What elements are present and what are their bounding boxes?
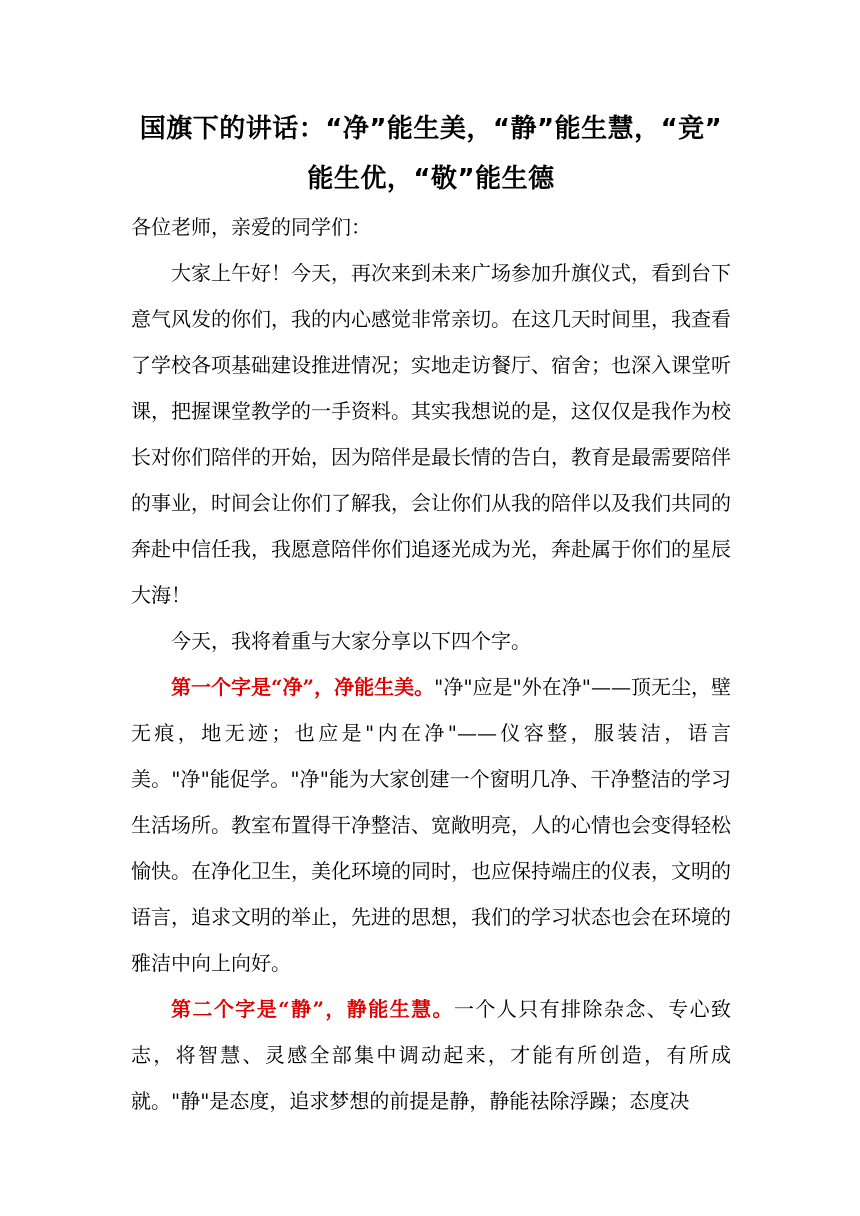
paragraph-greeting — [131, 250, 731, 618]
salutation: 各位老师，亲爱的同学们： — [131, 215, 371, 239]
paragraph-text: "净"应是"外在净"——顶无尘，壁无痕，地无迹；也应是"内在净"——仪容整，服装洁，语言美。"净"能促学。"净"能为大家创建一个窗明几净、干净整洁的学习生活场所。教室布置得干净整洁、宽敞明亮，人的心情也会变得轻松愉快。在净化卫生，美化环境的同时，也应保持端庄的仪表，文明的语言，追求文明的举止，先进的思想，我们的学习状态也会在环境的雅洁中向上向好。 — [131, 675, 731, 975]
document-title — [131, 104, 731, 204]
paragraph-intro — [131, 618, 731, 664]
paragraph-text: 一个人只有排除杂念、专心致志，将智慧、灵感全部集中调动起来，才能有所创造，有所成就。"静"是态度，追求梦想的前提是静，静能祛除浮躁；态度决 — [131, 997, 732, 1113]
document-body — [131, 104, 731, 1124]
paragraph-text: 今天，我将着重与大家分享以下四个字。 — [171, 629, 531, 653]
section-heading-second: 第二个字是“静”，静能生慧。 — [171, 997, 454, 1021]
paragraph-text: 大家上午好！今天，再次来到未来广场参加升旗仪式，看到台下意气风发的你们，我的内心感觉非常亲切。在这几天时间里，我查看了学校各项基础建设推进情况；实地走访餐厅、宿舍；也深入课堂听课，把握课堂教学的一手资料。其实我想说的是，这仅仅是我作为校长对你们陪伴的开始，因为陪伴是最长情的告白，教育是最需要陪伴的事业，时间会让你们了解我，会让你们从我的陪伴以及我们共同的奔赴中信任我，我愿意陪伴你们追逐光成为光，奔赴属于你们的星辰大海！ — [131, 261, 731, 607]
section-heading-first: 第一个字是“净”，净能生美。 — [171, 675, 435, 699]
title-line-2: 能生优，“敬”能生德 — [307, 164, 555, 194]
paragraph-first-character — [131, 664, 731, 986]
title-line-1: 国旗下的讲话：“净”能生美，“静”能生慧，“竞” — [139, 114, 723, 144]
paragraph-second-character — [131, 986, 731, 1124]
